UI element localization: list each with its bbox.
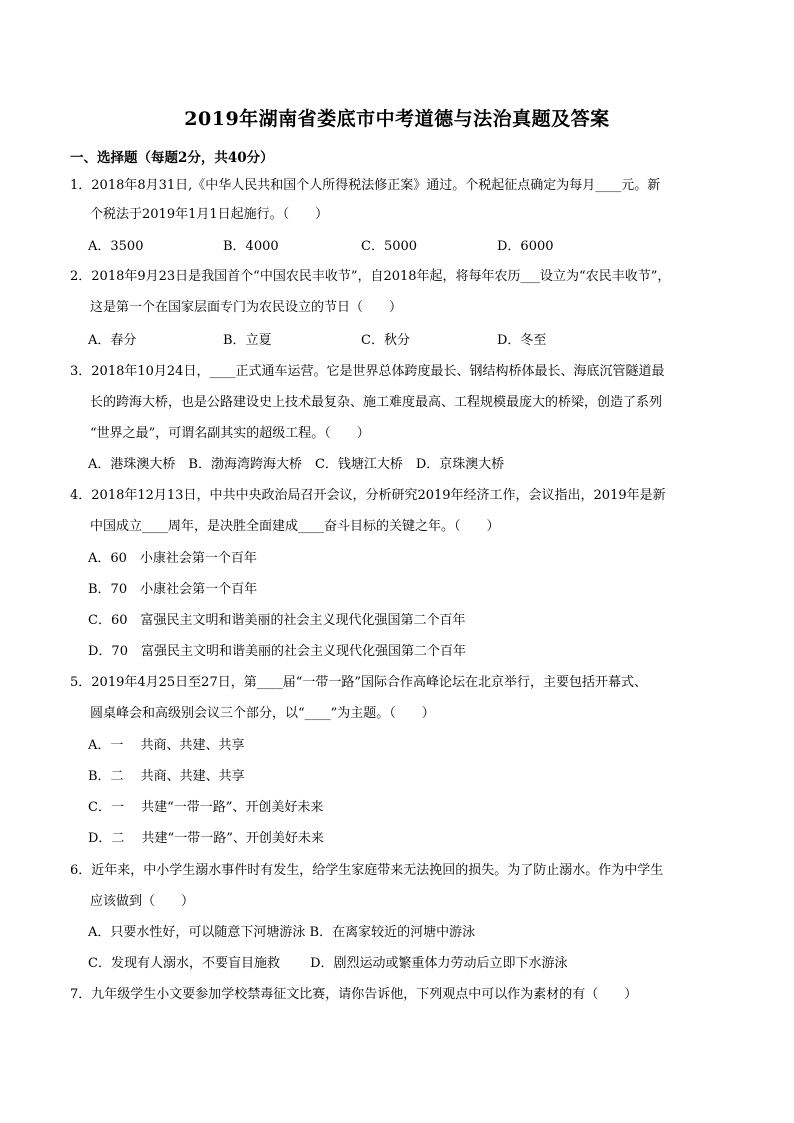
page-title: 2019年湖南省娄底市中考道德与法治真题及答案	[184, 108, 610, 130]
question-4-option-a: A．60 小康社会第一个百年	[88, 551, 257, 566]
question-3-line-3: “世界之最”，可谓名副其实的超级工程。（ ）	[90, 426, 370, 441]
question-5-option-d: D．二 共建“一带一路”、开创美好未来	[88, 831, 324, 846]
question-5-option-a: A．一 共商、共建、共享	[88, 738, 245, 753]
question-6-options-cd: C．发现有人溺水，不要盲目施救 D．剧烈运动或繁重体力劳动后立即下水游泳	[88, 956, 568, 971]
question-2-option-a: A．春分	[88, 333, 137, 348]
question-3-line-1: 3．2018年10月24日，____正式通车运营。它是世界总体跨度最长、钢结构桥体最长、海底沉管隧道最	[70, 364, 665, 379]
question-1-line-2: 个税法于2019年1月1日起施行。（ ）	[90, 207, 329, 222]
question-2-option-b: B．立夏	[223, 333, 272, 348]
question-7-line-1: 7．九年级学生小文要参加学校禁毒征文比赛，请你告诉他，下列观点中可以作为素材的有（ ）	[70, 987, 638, 1002]
question-1-option-b: B．4000	[223, 239, 279, 254]
question-2-option-c: C．秋分	[361, 333, 410, 348]
question-5-option-b: B．二 共商、共建、共享	[88, 769, 245, 784]
question-1-line-1: 1．2018年8月31日,《中华人民共和国个人所得税法修正案》通过。个税起征点确定为每月____元。新	[70, 178, 661, 193]
question-4-option-d: D．70 富强民主文明和谐美丽的社会主义现代化强国第二个百年	[88, 644, 466, 659]
question-1-option-d: D．6000	[497, 239, 554, 254]
question-3-line-2: 长的跨海大桥，也是公路建设史上技术最复杂、施工难度最高、工程规模最庞大的桥梁，创造了系列	[90, 395, 663, 410]
question-6-options-ab: A．只要水性好，可以随意下河塘游泳 B．在离家较近的河塘中游泳	[88, 925, 476, 940]
question-5-line-1: 5．2019年4月25日至27日，第____届“一带一路”国际合作高峰论坛在北京举行，主要包括开幕式、	[70, 675, 648, 690]
question-4-option-b: B．70 小康社会第一个百年	[88, 582, 258, 597]
section-heading: 一、选择题（每题2分，共40分）	[70, 150, 274, 166]
question-5-line-2: 圆桌峰会和高级别会议三个部分，以“____”为主题。（ ）	[90, 706, 435, 721]
question-2-option-d: D．冬至	[497, 333, 547, 348]
question-1-option-c: C．5000	[361, 239, 418, 254]
question-5-option-c: C．一 共建“一带一路”、开创美好未来	[88, 800, 324, 815]
question-4-line-2: 中国成立____周年，是决胜全面建成____奋斗目标的关键之年。（ ）	[90, 519, 500, 534]
question-6-line-1: 6．近年来，中小学生溺水事件时有发生，给学生家庭带来无法挽回的损失。为了防止溺水。作为中学生	[70, 863, 664, 878]
question-4-line-1: 4．2018年12月13日，中共中央政治局召开会议，分析研究2019年经济工作，会议指出，2019年是新	[70, 488, 666, 503]
question-3-options: A．港珠澳大桥 B．渤海湾跨海大桥 C．钱塘江大桥 D．京珠澳大桥	[88, 457, 505, 472]
question-2-line-1: 2．2018年9月23日是我国首个“中国农民丰收节”，自2018年起，将每年农历___设立为“农民丰收节”，	[70, 269, 671, 284]
question-6-line-2: 应该做到（ ）	[90, 894, 195, 909]
question-4-option-c: C．60 富强民主文明和谐美丽的社会主义现代化强国第二个百年	[88, 613, 466, 628]
question-1-option-a: A．3500	[88, 239, 144, 254]
question-2-line-2: 这是第一个在国家层面专门为农民设立的节日（ ）	[90, 300, 403, 315]
